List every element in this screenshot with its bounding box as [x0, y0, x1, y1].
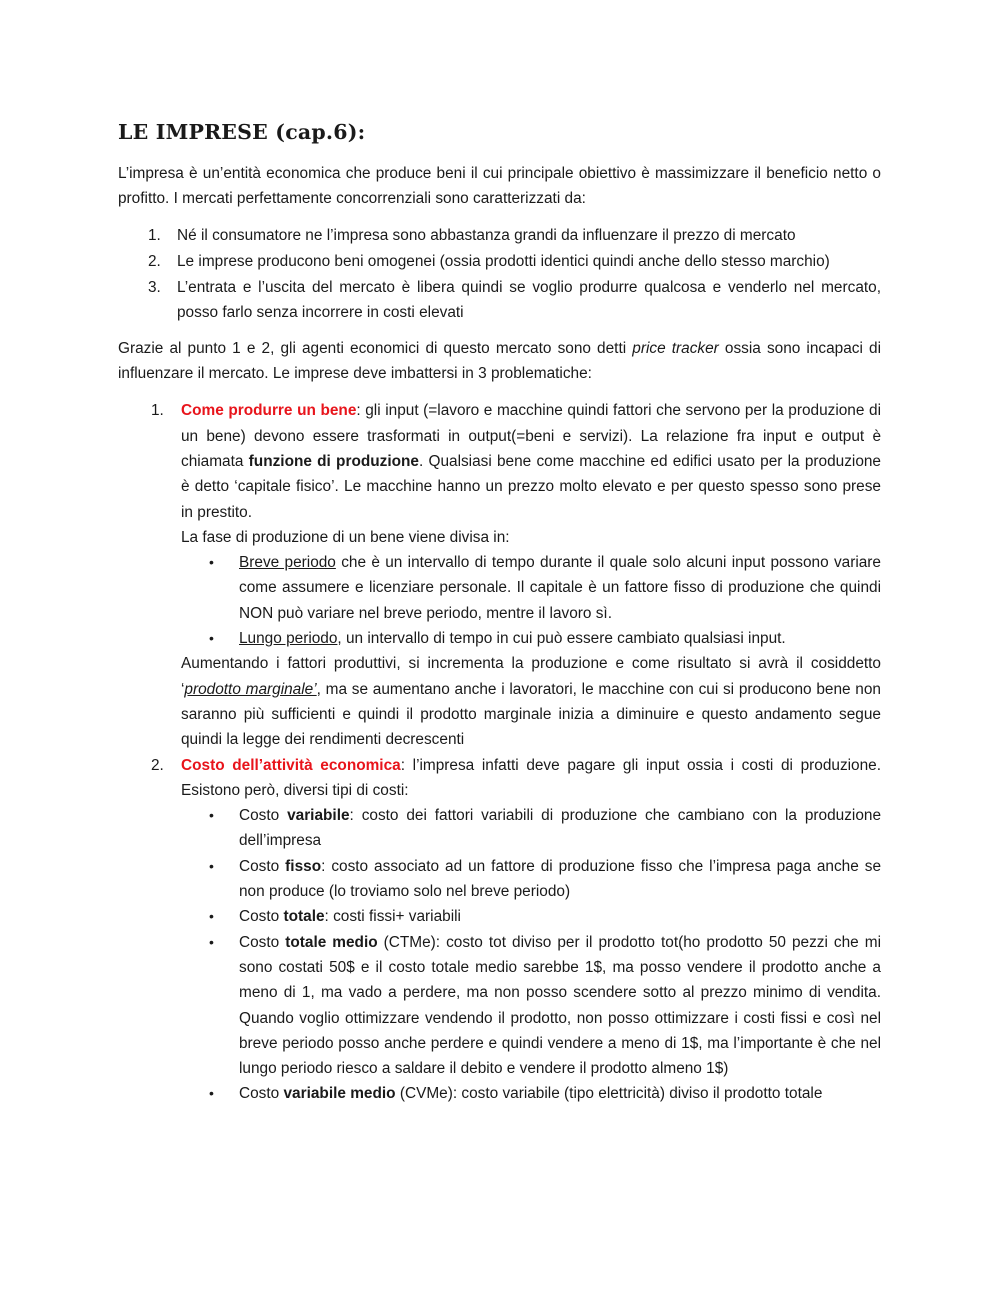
bullet-icon: • — [209, 630, 214, 647]
price-tracker-paragraph: Grazie al punto 1 e 2, gli agenti economici di questo mercato sono detti price tracker ossia sono incapaci di influenzare il mercato. Le imprese deve imbattersi in 3 problematiche: — [118, 339, 881, 383]
price-tracker-term: price tracker — [632, 339, 719, 357]
underlined-term: Lungo periodo — [239, 630, 338, 648]
bullet-icon: • — [209, 908, 214, 925]
section-body: Come produrre un bene: gli input (=lavoro e macchine quindi fattori che servono per la produzione di un bene) devono essere trasformati in output(=beni e servizi). La relazione fra input e output è chiamata funzione di produzione. Qualsiasi bene come macchine ed edifici usato per la produzione è detto ‘capitale fisico’. Le macchine hanno un prezzo molto elevato e per questo spesso sono prese in prestito. — [181, 402, 881, 521]
list-item: • Costo variabile medio (CVMe): costo variabile (tipo elettricità) diviso il prodotto totale — [181, 1081, 881, 1106]
section-heading: Costo dell’attività economica — [181, 756, 401, 774]
section-heading: Come produrre un bene — [181, 402, 357, 420]
list-item: • Costo totale: costi fissi+ variabili — [181, 904, 881, 929]
bullet-icon: • — [209, 857, 214, 874]
section-body: Costo dell’attività economica: l’impresa infatti deve pagare gli input ossia i costi di produzione. Esistono però, diversi tipi di costi: — [181, 756, 882, 799]
list-item-costi: 2. Costo dell’attività economica: l’impresa infatti deve pagare gli input ossia i costi di produzione. Esistono però, diversi tipi di costi: • Costo variabile: costo dei fattori variabili di produzione che cambiano con la produzione dell’impresa • Costo fisso: costo associato ad un fattore di produzione fisso che l’impresa paga anche se non produce (lo troviamo solo nel breve periodo) • Costo totale: costi fissi+ variabili • Costo totale medio (CTMe): costo tot diviso per il prodotto tot(ho prodotto 50 pezzi che mi sono costati 50$ e il costo totale medio sarebbe 1$, ma posso vendere il prodotto anche a meno di 1, ma vado a perdere, ma non posso scendere sotto al prezzo minimo di vendita. Quando voglio ottimizzare vendendo il prodotto, non posso ottimizzare i costi fissi e così nel breve periodo posso anche perdere e quindi vendere a meno di 1$, ma l’importante è che nel lungo periodo riesco a saldare il debito e vendere il prodotto almeno 1$) • Costo variabile medio (CVMe): costo variabile (tipo elettricità) diviso il prodotto totale — [118, 753, 881, 1107]
list-item: 1. Né il consumatore ne l’impresa sono abbastanza grandi da influenzare il prezzo di mercato — [148, 226, 796, 244]
underlined-term: Breve periodo — [239, 554, 336, 572]
list-item: 2. Le imprese producono beni omogenei (ossia prodotti identici quindi anche dello stesso marchio) — [148, 252, 830, 270]
criteria-list — [118, 223, 881, 326]
phase-intro: La fase di produzione di un bene viene divisa in: — [181, 528, 510, 546]
list-item: • Costo variabile: costo dei fattori variabili di produzione che cambiano con la produzione dell’impresa — [181, 803, 881, 854]
list-item-produzione: 1. Come produrre un bene: gli input (=lavoro e macchine quindi fattori che servono per la produzione di un bene) devono essere trasformati in output(=beni e servizi). La relazione fra input e output è chiamata funzione di produzione. Qualsiasi bene come macchine ed edifici usato per la produzione è detto ‘capitale fisico’. Le macchine hanno un prezzo molto elevato e per questo spesso sono prese in prestito. La fase di produzione di un bene viene divisa in: • Breve periodo che è un intervallo di tempo durante il quale solo alcuni input possono variare come assumere e licenziare personale. Il capitale è un fattore fisso di produzione che quindi NON può variare nel breve periodo, mentre il lavoro sì. • Lungo periodo, un intervallo di tempo in cui può essere cambiato qualsiasi input. Aumentando i fattori produttivi, si incrementa la produzione e come risultato si avrà il cosiddetto ‘prodotto marginale’, ma se aumentano anche i lavoratori, le macchine con cui si producono bene non saranno più sufficienti e quindi il prodotto marginale inizia a diminuire e questo andamento segue quindi la legge dei rendimenti decrescenti — [118, 398, 881, 752]
list-item: • Costo fisso: costo associato ad un fattore di produzione fisso che l’impresa paga anche se non produce (lo troviamo solo nel breve periodo) — [181, 854, 881, 905]
list-item: • Costo totale medio (CTMe): costo tot diviso per il prodotto tot(ho prodotto 50 pezzi che mi sono costati 50$ e il costo totale medio sarebbe 1$, ma posso vendere il prodotto anche a meno di 1, ma vado a perdere, ma non posso scendere sotto al prezzo minimo di vendita. Quando voglio ottimizzare vendendo il prodotto, non posso ottimizzare i costi fissi e così nel breve periodo posso anche perdere e quindi vendere a meno di 1$, ma l’importante è che nel lungo periodo riesco a saldare il debito e vendere il prodotto almeno 1$) — [181, 930, 881, 1082]
problems-list — [118, 398, 881, 1106]
underlined-term: prodotto marginale’ — [184, 680, 317, 698]
bold-term: funzione di produzione — [248, 452, 419, 470]
bullet-icon: • — [209, 554, 214, 571]
bullet-icon: • — [209, 933, 214, 950]
list-item: • Breve periodo che è un intervallo di tempo durante il quale solo alcuni input possono variare come assumere e licenziare personale. Il capitale è un fattore fisso di produzione che quindi NON può variare nel breve periodo, mentre il lavoro sì. — [181, 550, 881, 626]
page-title: LE IMPRESE (cap.6): — [118, 120, 366, 144]
intro-paragraph: L’impresa è un’entità economica che produce beni il cui principale obiettivo è massimizzare il beneficio netto o profitto. I mercati perfettamente concorrenziali sono caratterizzati da: — [118, 165, 881, 208]
bullet-icon: • — [209, 1085, 214, 1102]
list-item: • Lungo periodo, un intervallo di tempo in cui può essere cambiato qualsiasi input. — [181, 626, 881, 651]
bullet-icon: • — [209, 807, 214, 824]
phase-list — [181, 550, 881, 651]
closing-paragraph: Aumentando i fattori produttivi, si incrementa la produzione e come risultato si avrà il cosiddetto ‘prodotto marginale’, ma se aumentano anche i lavoratori, le macchine con cui si producono bene non saranno più sufficienti e quindi il prodotto marginale inizia a diminuire e questo andamento segue quindi la legge dei rendimenti decrescenti — [181, 655, 881, 749]
list-item: 3. L’entrata e l’uscita del mercato è libera quindi se voglio produrre qualcosa e venderlo nel mercato, posso farlo senza incorrere in costi elevati — [148, 279, 881, 322]
document-content — [118, 117, 881, 1107]
costs-list — [181, 803, 881, 1107]
